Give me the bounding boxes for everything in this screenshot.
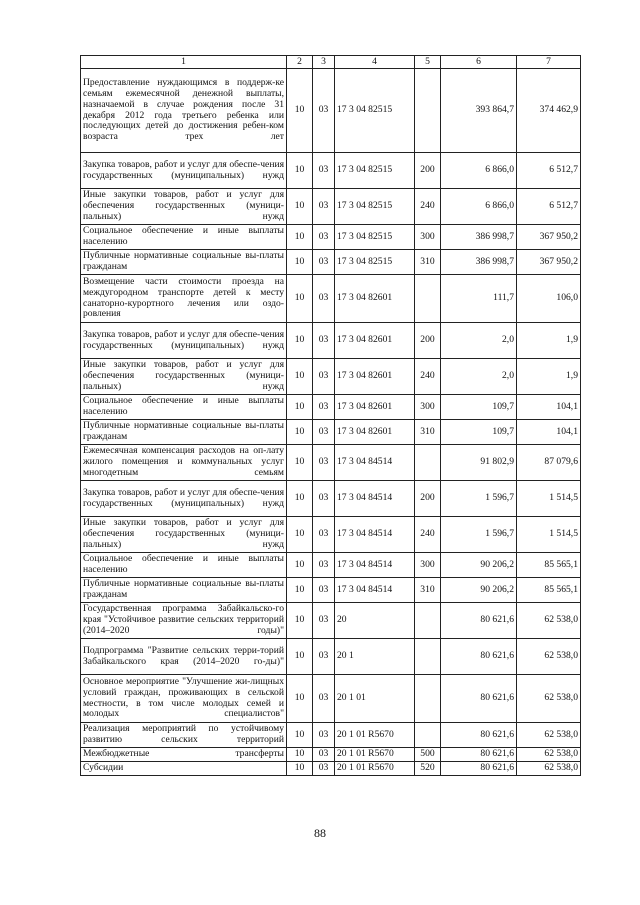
header-cell: 4: [335, 56, 415, 69]
subsection-cell: 03: [313, 639, 335, 675]
subsection-cell: 03: [313, 578, 335, 603]
subsection-cell: 03: [313, 189, 335, 225]
row-name-cell: Иные закупки товаров, работ и услуг для обеспечения государственных (муници-пальных) нужд: [81, 359, 287, 395]
amount-2018-cell: 90 206,2: [441, 578, 517, 603]
header-cell: 6: [441, 56, 517, 69]
amount-2019-cell: 104,1: [517, 420, 581, 445]
amount-2019-cell: 62 538,0: [517, 723, 581, 748]
table-row: [81, 189, 581, 225]
header-cell: 5: [415, 56, 441, 69]
amount-2018-cell: 2,0: [441, 323, 517, 359]
row-name-cell: Ежемесячная компенсация расходов на оп-лату жилого помещения и коммунальных услуг многодетным семьям: [81, 445, 287, 481]
section-cell: 10: [287, 553, 313, 578]
page-number: 88: [314, 826, 326, 840]
subsection-cell: 03: [313, 553, 335, 578]
target-article-cell: 20 1: [335, 639, 415, 675]
section-cell: 10: [287, 445, 313, 481]
subsection-cell: 03: [313, 250, 335, 275]
subsection-cell: 03: [313, 275, 335, 323]
amount-2019-cell: 62 538,0: [517, 762, 581, 776]
section-cell: 10: [287, 675, 313, 723]
section-cell: 10: [287, 481, 313, 517]
table-row: [81, 275, 581, 323]
subsection-cell: 03: [313, 69, 335, 153]
expense-type-cell: 310: [415, 578, 441, 603]
amount-2018-cell: 2,0: [441, 359, 517, 395]
table-row: [81, 225, 581, 250]
amount-2019-cell: 85 565,1: [517, 553, 581, 578]
amount-2019-cell: 62 538,0: [517, 748, 581, 762]
amount-2019-cell: 374 462,9: [517, 69, 581, 153]
row-name-cell: Подпрограмма "Развитие сельских терри-торий Забайкальского края (2014–2020 го-ды)": [81, 639, 287, 675]
section-cell: 10: [287, 762, 313, 776]
row-name-cell: Иные закупки товаров, работ и услуг для обеспечения государственных (муници-пальных) нужд: [81, 517, 287, 553]
row-name-cell: Социальное обеспечение и иные выплаты населению: [81, 225, 287, 250]
budget-table: [80, 55, 581, 776]
subsection-cell: 03: [313, 323, 335, 359]
expense-type-cell: 240: [415, 189, 441, 225]
amount-2018-cell: 91 802,9: [441, 445, 517, 481]
table-body: [81, 69, 581, 776]
amount-2019-cell: 1,9: [517, 323, 581, 359]
section-cell: 10: [287, 723, 313, 748]
amount-2018-cell: 109,7: [441, 420, 517, 445]
section-cell: 10: [287, 359, 313, 395]
table-row: [81, 445, 581, 481]
target-article-cell: 17 3 04 84514: [335, 481, 415, 517]
table-row: [81, 250, 581, 275]
row-name-cell: Публичные нормативные социальные вы-платы гражданам: [81, 578, 287, 603]
subsection-cell: 03: [313, 153, 335, 189]
expense-type-cell: 300: [415, 395, 441, 420]
amount-2019-cell: 1 514,5: [517, 481, 581, 517]
row-name-cell: Социальное обеспечение и иные выплаты населению: [81, 395, 287, 420]
amount-2018-cell: 90 206,2: [441, 553, 517, 578]
row-name-cell: Публичные нормативные социальные вы-платы гражданам: [81, 250, 287, 275]
header-cell: 2: [287, 56, 313, 69]
expense-type-cell: [415, 445, 441, 481]
amount-2018-cell: 386 998,7: [441, 250, 517, 275]
row-name-cell: Государственная программа Забайкальско-го края "Устойчивое развитие сельских территорий (2014–2020 годы)": [81, 603, 287, 639]
section-cell: 10: [287, 517, 313, 553]
table-row: [81, 748, 581, 762]
subsection-cell: 03: [313, 420, 335, 445]
section-cell: 10: [287, 748, 313, 762]
header-cell: 7: [517, 56, 581, 69]
amount-2018-cell: 386 998,7: [441, 225, 517, 250]
target-article-cell: 17 3 04 84514: [335, 445, 415, 481]
table-row: [81, 553, 581, 578]
target-article-cell: 17 3 04 82601: [335, 395, 415, 420]
amount-2019-cell: 85 565,1: [517, 578, 581, 603]
expense-type-cell: 200: [415, 323, 441, 359]
expense-type-cell: [415, 675, 441, 723]
row-name-cell: Предоставление нуждающимся в поддерж-ке семьям ежемесячной денежной выплаты, назначаемой в случае рождения после 31 декабря 2012 года третьего ребенка или последующих детей до достижения ребен-ком возраста трех лет: [81, 69, 287, 153]
expense-type-cell: 520: [415, 762, 441, 776]
amount-2019-cell: 1,9: [517, 359, 581, 395]
table-row: [81, 723, 581, 748]
table-row: [81, 603, 581, 639]
subsection-cell: 03: [313, 762, 335, 776]
target-article-cell: 17 3 04 82515: [335, 225, 415, 250]
expense-type-cell: 310: [415, 250, 441, 275]
target-article-cell: 17 3 04 82601: [335, 420, 415, 445]
amount-2019-cell: 6 512,7: [517, 189, 581, 225]
section-cell: 10: [287, 250, 313, 275]
amount-2019-cell: 62 538,0: [517, 639, 581, 675]
table-row: [81, 675, 581, 723]
expense-type-cell: 500: [415, 748, 441, 762]
row-name-cell: Закупка товаров, работ и услуг для обеспе-чения государственных (муниципальных) нужд: [81, 481, 287, 517]
expense-type-cell: [415, 639, 441, 675]
section-cell: 10: [287, 578, 313, 603]
amount-2018-cell: 6 866,0: [441, 189, 517, 225]
subsection-cell: 03: [313, 517, 335, 553]
subsection-cell: 03: [313, 603, 335, 639]
amount-2019-cell: 367 950,2: [517, 250, 581, 275]
table-row: [81, 359, 581, 395]
section-cell: 10: [287, 275, 313, 323]
table-row: [81, 395, 581, 420]
subsection-cell: 03: [313, 723, 335, 748]
amount-2019-cell: 367 950,2: [517, 225, 581, 250]
target-article-cell: 20 1 01 R5670: [335, 762, 415, 776]
expense-type-cell: 240: [415, 517, 441, 553]
section-cell: 10: [287, 395, 313, 420]
expense-type-cell: 310: [415, 420, 441, 445]
expense-type-cell: [415, 69, 441, 153]
amount-2018-cell: 1 596,7: [441, 481, 517, 517]
section-cell: 10: [287, 603, 313, 639]
expense-type-cell: 300: [415, 225, 441, 250]
amount-2018-cell: 80 621,6: [441, 639, 517, 675]
subsection-cell: 03: [313, 225, 335, 250]
row-name-cell: Межбюджетные трансферты: [81, 748, 287, 762]
target-article-cell: 17 3 04 82515: [335, 250, 415, 275]
expense-type-cell: 200: [415, 481, 441, 517]
amount-2018-cell: 80 621,6: [441, 675, 517, 723]
expense-type-cell: 200: [415, 153, 441, 189]
table-row: [81, 517, 581, 553]
table-row: [81, 323, 581, 359]
row-name-cell: Основное мероприятие "Улучшение жи-лищных условий граждан, проживающих в сельской местности, в том числе молодых семей и молодых специалистов": [81, 675, 287, 723]
expense-type-cell: [415, 723, 441, 748]
target-article-cell: 17 3 04 84514: [335, 553, 415, 578]
section-cell: 10: [287, 225, 313, 250]
expense-type-cell: 240: [415, 359, 441, 395]
amount-2018-cell: 111,7: [441, 275, 517, 323]
subsection-cell: 03: [313, 445, 335, 481]
table-row: [81, 420, 581, 445]
row-name-cell: Иные закупки товаров, работ и услуг для обеспечения государственных (муници-пальных) нужд: [81, 189, 287, 225]
subsection-cell: 03: [313, 359, 335, 395]
amount-2018-cell: 80 621,6: [441, 723, 517, 748]
amount-2018-cell: 80 621,6: [441, 748, 517, 762]
table-row: [81, 153, 581, 189]
target-article-cell: 17 3 04 84514: [335, 517, 415, 553]
section-cell: 10: [287, 69, 313, 153]
table-row: [81, 481, 581, 517]
target-article-cell: 17 3 04 82601: [335, 275, 415, 323]
section-cell: 10: [287, 420, 313, 445]
row-name-cell: Закупка товаров, работ и услуг для обеспе-чения государственных (муниципальных) нужд: [81, 323, 287, 359]
expense-type-cell: [415, 275, 441, 323]
target-article-cell: 17 3 04 84514: [335, 578, 415, 603]
row-name-cell: Субсидии: [81, 762, 287, 776]
target-article-cell: 17 3 04 82515: [335, 153, 415, 189]
expense-type-cell: [415, 603, 441, 639]
target-article-cell: 17 3 04 82515: [335, 189, 415, 225]
amount-2019-cell: 104,1: [517, 395, 581, 420]
amount-2019-cell: 62 538,0: [517, 675, 581, 723]
subsection-cell: 03: [313, 395, 335, 420]
subsection-cell: 03: [313, 675, 335, 723]
target-article-cell: 17 3 04 82601: [335, 359, 415, 395]
target-article-cell: 17 3 04 82601: [335, 323, 415, 359]
amount-2019-cell: 62 538,0: [517, 603, 581, 639]
amount-2019-cell: 106,0: [517, 275, 581, 323]
section-cell: 10: [287, 639, 313, 675]
amount-2018-cell: 80 621,6: [441, 603, 517, 639]
target-article-cell: 20: [335, 603, 415, 639]
amount-2018-cell: 109,7: [441, 395, 517, 420]
row-name-cell: Социальное обеспечение и иные выплаты населению: [81, 553, 287, 578]
target-article-cell: 17 3 04 82515: [335, 69, 415, 153]
amount-2019-cell: 6 512,7: [517, 153, 581, 189]
amount-2018-cell: 80 621,6: [441, 762, 517, 776]
amount-2019-cell: 87 079,6: [517, 445, 581, 481]
target-article-cell: 20 1 01: [335, 675, 415, 723]
amount-2019-cell: 1 514,5: [517, 517, 581, 553]
section-cell: 10: [287, 189, 313, 225]
row-name-cell: Возмещение части стоимости проезда на междугородном транспорте детей к месту санаторно-курортного лечения или оздо-ровления: [81, 275, 287, 323]
row-name-cell: Публичные нормативные социальные вы-платы гражданам: [81, 420, 287, 445]
subsection-cell: 03: [313, 748, 335, 762]
header-cell: 1: [81, 56, 287, 69]
table-row: [81, 578, 581, 603]
table-row: [81, 69, 581, 153]
subsection-cell: 03: [313, 481, 335, 517]
section-cell: 10: [287, 323, 313, 359]
table-row: [81, 762, 581, 776]
target-article-cell: 20 1 01 R5670: [335, 748, 415, 762]
amount-2018-cell: 6 866,0: [441, 153, 517, 189]
table-header-row: [81, 56, 581, 69]
row-name-cell: Закупка товаров, работ и услуг для обеспе-чения государственных (муниципальных) нужд: [81, 153, 287, 189]
table-row: [81, 639, 581, 675]
row-name-cell: Реализация мероприятий по устойчивому развитию сельских территорий: [81, 723, 287, 748]
section-cell: 10: [287, 153, 313, 189]
target-article-cell: 20 1 01 R5670: [335, 723, 415, 748]
header-cell: 3: [313, 56, 335, 69]
expense-type-cell: 300: [415, 553, 441, 578]
amount-2018-cell: 1 596,7: [441, 517, 517, 553]
amount-2018-cell: 393 864,7: [441, 69, 517, 153]
